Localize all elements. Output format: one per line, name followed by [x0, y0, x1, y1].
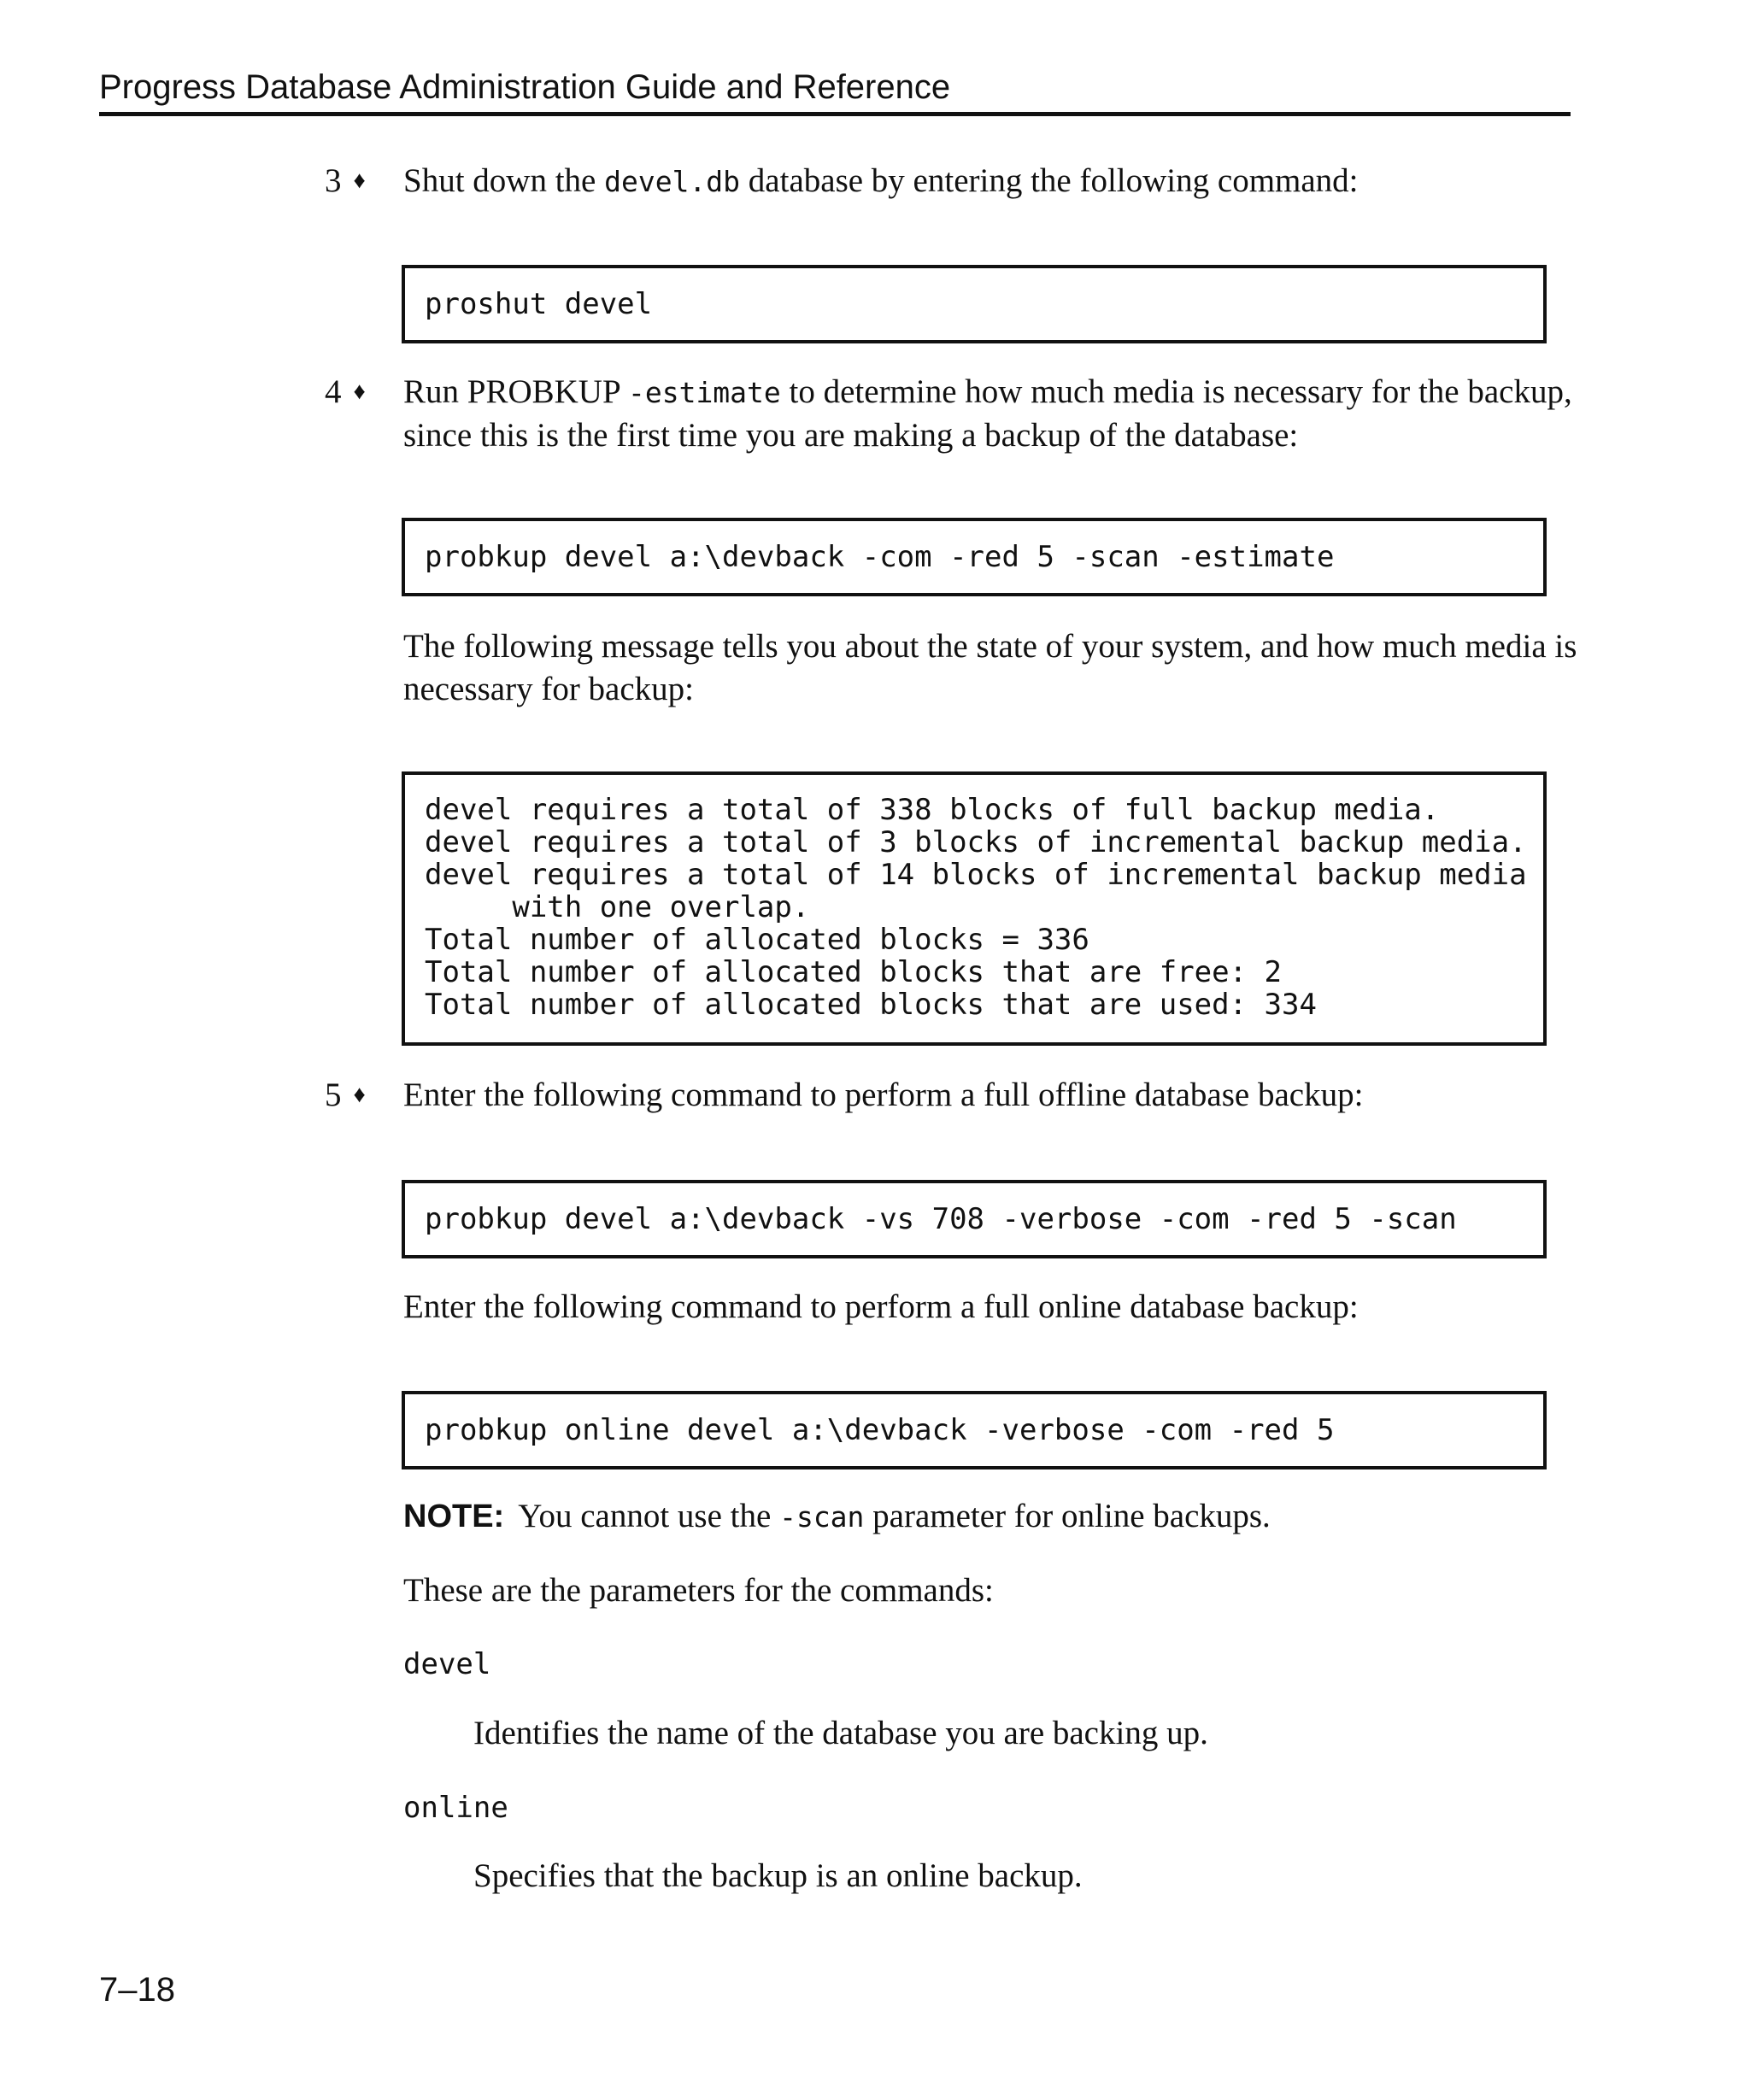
code-block-offline-backup: [402, 1180, 1547, 1258]
output-line: devel requires a total of 3 blocks of incremental backup media.: [425, 825, 1527, 859]
param-description-devel: Identifies the name of the database you are backing up.: [473, 1715, 1208, 1751]
param-term-online: online: [403, 1791, 508, 1825]
param-term-devel: devel: [403, 1647, 491, 1681]
note: [403, 1495, 1271, 1539]
note-label: NOTE:: [403, 1499, 505, 1534]
step-5-marker: [325, 1074, 393, 1117]
step-4-text: [403, 371, 1572, 414]
code-proshut: proshut devel: [425, 287, 653, 321]
page-number: 7–18: [99, 1971, 175, 2009]
step-4-text-line-2: since this is the first time you are making a backup of the database:: [403, 417, 1299, 454]
step-4-number: 4: [325, 373, 342, 410]
output-line: with one overlap.: [425, 890, 810, 924]
step-3-marker: [325, 160, 393, 202]
step-4-text-after: to determine how much media is necessary for the backup,: [780, 373, 1572, 410]
code-block-proshut: [402, 265, 1547, 343]
output-line: Total number of allocated blocks = 336: [425, 923, 1089, 957]
code-offline: probkup devel a:\devback -vs 708 -verbose -com -red 5 -scan: [425, 1202, 1457, 1236]
code-block-estimate-output: [402, 771, 1547, 1046]
step-4-marker: [325, 371, 393, 414]
running-header: Progress Database Administration Guide and Reference: [99, 68, 951, 106]
header-rule: [99, 112, 1571, 116]
code-block-online-backup: [402, 1391, 1547, 1469]
step-5-text: Enter the following command to perform a full offline database backup:: [403, 1076, 1364, 1113]
step-3-text-after: database by entering the following command:: [740, 162, 1359, 199]
step-4-text-before: Run PROBKUP: [403, 373, 628, 410]
output-line: Total number of allocated blocks that are used: 334: [425, 988, 1317, 1022]
note-inline-code: -scan: [779, 1500, 865, 1534]
param-description-online: Specifies that the backup is an online backup.: [473, 1857, 1083, 1894]
params-intro-paragraph: These are the parameters for the commands:: [403, 1572, 994, 1609]
online-intro-paragraph: Enter the following command to perform a full online database backup:: [403, 1288, 1359, 1325]
message-paragraph-line-2: necessary for backup:: [403, 671, 695, 707]
code-block-estimate: [402, 518, 1547, 596]
diamond-bullet-icon: ♦: [353, 378, 366, 405]
note-text-before: You cannot use the: [518, 1498, 780, 1534]
output-line: devel requires a total of 338 blocks of full backup media.: [425, 793, 1440, 827]
message-paragraph-line-1: The following message tells you about the state of your system, and how much media is: [403, 628, 1577, 665]
step-3-number: 3: [325, 162, 342, 199]
code-online: probkup online devel a:\devback -verbose -com -red 5: [425, 1413, 1335, 1447]
step-5-number: 5: [325, 1076, 342, 1113]
output-line: devel requires a total of 14 blocks of incremental backup media: [425, 858, 1527, 892]
step-3-text: [403, 160, 1359, 203]
step-3-text-before: Shut down the: [403, 162, 605, 199]
output-line: Total number of allocated blocks that are free: 2: [425, 955, 1283, 989]
note-text-after: parameter for online backups.: [864, 1498, 1271, 1534]
code-estimate: probkup devel a:\devback -com -red 5 -scan -estimate: [425, 540, 1335, 574]
step-3-inline-code: devel.db: [604, 165, 741, 198]
step-4-inline-code: -estimate: [627, 376, 781, 409]
diamond-bullet-icon: ♦: [353, 167, 366, 194]
diamond-bullet-icon: ♦: [353, 1082, 366, 1108]
